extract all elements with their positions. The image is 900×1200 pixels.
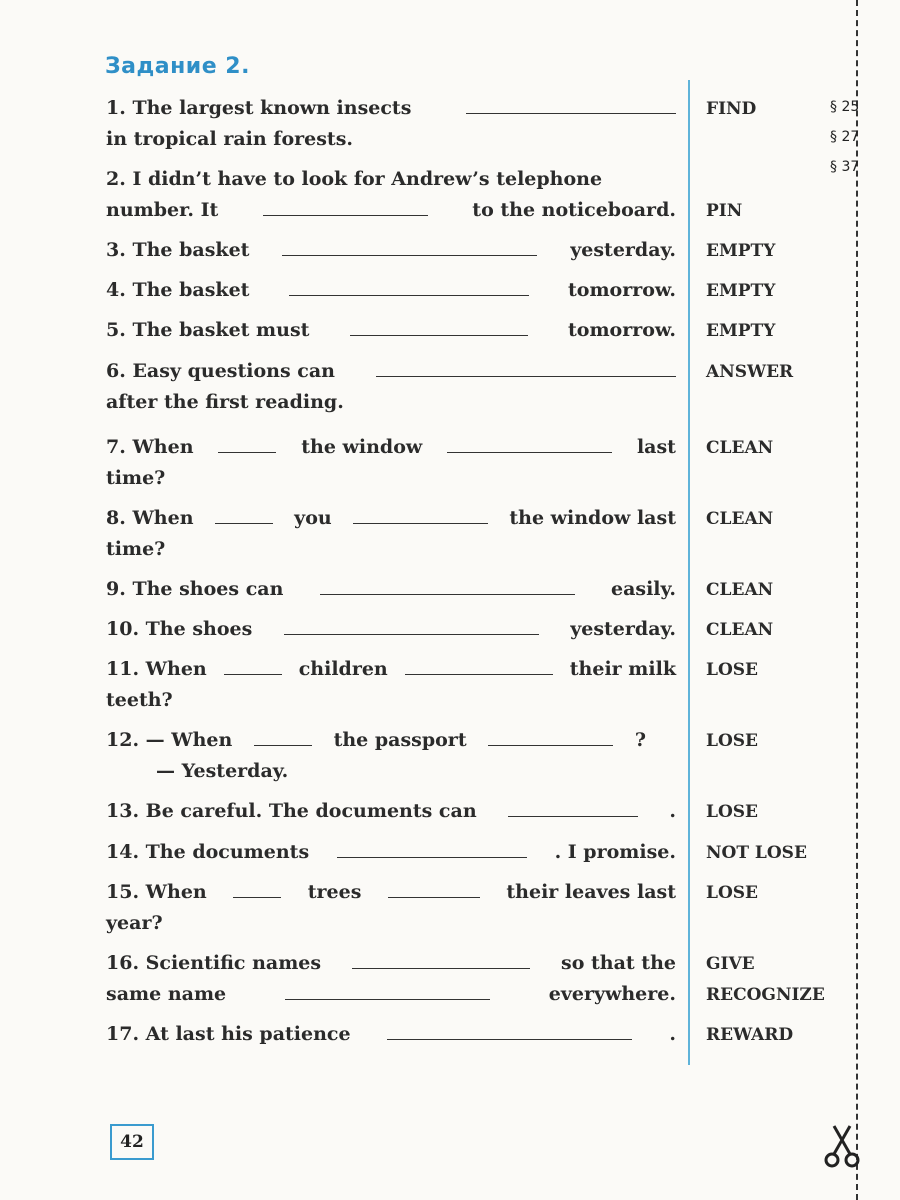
ex7-line2: time? bbox=[106, 467, 166, 489]
answer-blank[interactable] bbox=[284, 616, 539, 635]
ex5-line1: 5. The basket must tomorrow. bbox=[106, 319, 676, 341]
answer-blank[interactable] bbox=[233, 879, 281, 898]
ex11-line1: 11. When children their milk bbox=[106, 658, 676, 680]
answer-blank[interactable] bbox=[508, 798, 638, 817]
answer-blank[interactable] bbox=[488, 727, 613, 746]
answer-blank[interactable] bbox=[447, 434, 612, 453]
ex2-verb: PIN bbox=[706, 201, 743, 221]
ex3-line1: 3. The basket yesterday. bbox=[106, 239, 676, 261]
ex6-verb: ANSWER bbox=[706, 362, 794, 382]
ex12-verb: LOSE bbox=[706, 731, 758, 751]
ex10-verb: CLEAN bbox=[706, 620, 774, 640]
ex15-line2: year? bbox=[106, 912, 163, 934]
ex8-verb: CLEAN bbox=[706, 509, 774, 529]
ex1-line1: 1. The largest known insects bbox=[106, 95, 676, 121]
answer-blank[interactable] bbox=[254, 727, 312, 746]
ex3-verb: EMPTY bbox=[706, 241, 776, 261]
ex13-line1: 13. Be careful. The documents can . bbox=[106, 800, 676, 822]
answer-blank[interactable] bbox=[224, 656, 282, 675]
ex16-line2: same name everywhere. bbox=[106, 983, 676, 1005]
ex15-line1: 15. When trees their leaves last bbox=[106, 881, 676, 903]
answer-blank[interactable] bbox=[218, 434, 276, 453]
ex6-line2: after the first reading. bbox=[106, 391, 344, 413]
ex14-verb: NOT LOSE bbox=[706, 843, 807, 863]
ex2-line1: 2. I didn’t have to look for Andrew’s telephone bbox=[106, 168, 603, 190]
ex8-line1: 8. When you the window last bbox=[106, 507, 676, 529]
ex6-line1: 6. Easy questions can bbox=[106, 358, 676, 384]
page-number: 42 bbox=[110, 1124, 154, 1160]
ex17-line1: 17. At last his patience . bbox=[106, 1023, 676, 1045]
ex8-line2: time? bbox=[106, 538, 166, 560]
ex12-line1: 12. — When the passport ? bbox=[106, 729, 646, 751]
answer-blank[interactable] bbox=[388, 879, 480, 898]
answer-blank[interactable] bbox=[352, 950, 530, 969]
ex1-line2: in tropical rain forests. bbox=[106, 128, 354, 150]
answer-blank[interactable] bbox=[282, 237, 537, 256]
ex16-verb2: RECOGNIZE bbox=[706, 985, 825, 1005]
ex12-line2: — Yesterday. bbox=[156, 760, 289, 782]
ex11-line2: teeth? bbox=[106, 689, 173, 711]
ex4-line1: 4. The basket tomorrow. bbox=[106, 279, 676, 301]
answer-blank[interactable] bbox=[387, 1021, 632, 1040]
answer-blank[interactable] bbox=[289, 277, 529, 296]
answer-blank[interactable] bbox=[405, 656, 553, 675]
ex16-verb: GIVE bbox=[706, 954, 755, 974]
answer-blank[interactable] bbox=[353, 505, 488, 524]
answer-blank[interactable] bbox=[376, 358, 676, 377]
cut-line bbox=[856, 0, 858, 1200]
column-divider bbox=[688, 80, 690, 1065]
ex14-line1: 14. The documents . I promise. bbox=[106, 841, 676, 863]
scissors-icon bbox=[822, 1124, 862, 1168]
ex5-verb: EMPTY bbox=[706, 321, 776, 341]
ref-3: § 37 bbox=[830, 159, 860, 175]
ex15-verb: LOSE bbox=[706, 883, 758, 903]
ex4-verb: EMPTY bbox=[706, 281, 776, 301]
ex9-verb: CLEAN bbox=[706, 580, 774, 600]
task-heading: Задание 2. bbox=[105, 54, 250, 79]
ex16-line1: 16. Scientific names so that the bbox=[106, 952, 676, 974]
ex11-verb: LOSE bbox=[706, 660, 758, 680]
ex13-verb: LOSE bbox=[706, 802, 758, 822]
ex10-line1: 10. The shoes yesterday. bbox=[106, 618, 676, 640]
answer-blank[interactable] bbox=[215, 505, 273, 524]
ref-2: § 27 bbox=[830, 129, 860, 145]
ex9-line1: 9. The shoes can easily. bbox=[106, 578, 676, 600]
ex7-verb: CLEAN bbox=[706, 438, 774, 458]
answer-blank[interactable] bbox=[350, 317, 528, 336]
answer-blank[interactable] bbox=[337, 839, 527, 858]
ref-1: § 25 bbox=[830, 99, 860, 115]
ex1-verb: FIND bbox=[706, 99, 757, 119]
answer-blank[interactable] bbox=[285, 981, 490, 1000]
ex17-verb: REWARD bbox=[706, 1025, 794, 1045]
answer-blank[interactable] bbox=[320, 576, 575, 595]
ex7-line1: 7. When the window last bbox=[106, 436, 676, 458]
ex2-line2: number. It to the noticeboard. bbox=[106, 199, 676, 221]
answer-blank[interactable] bbox=[466, 95, 676, 114]
answer-blank[interactable] bbox=[263, 197, 428, 216]
